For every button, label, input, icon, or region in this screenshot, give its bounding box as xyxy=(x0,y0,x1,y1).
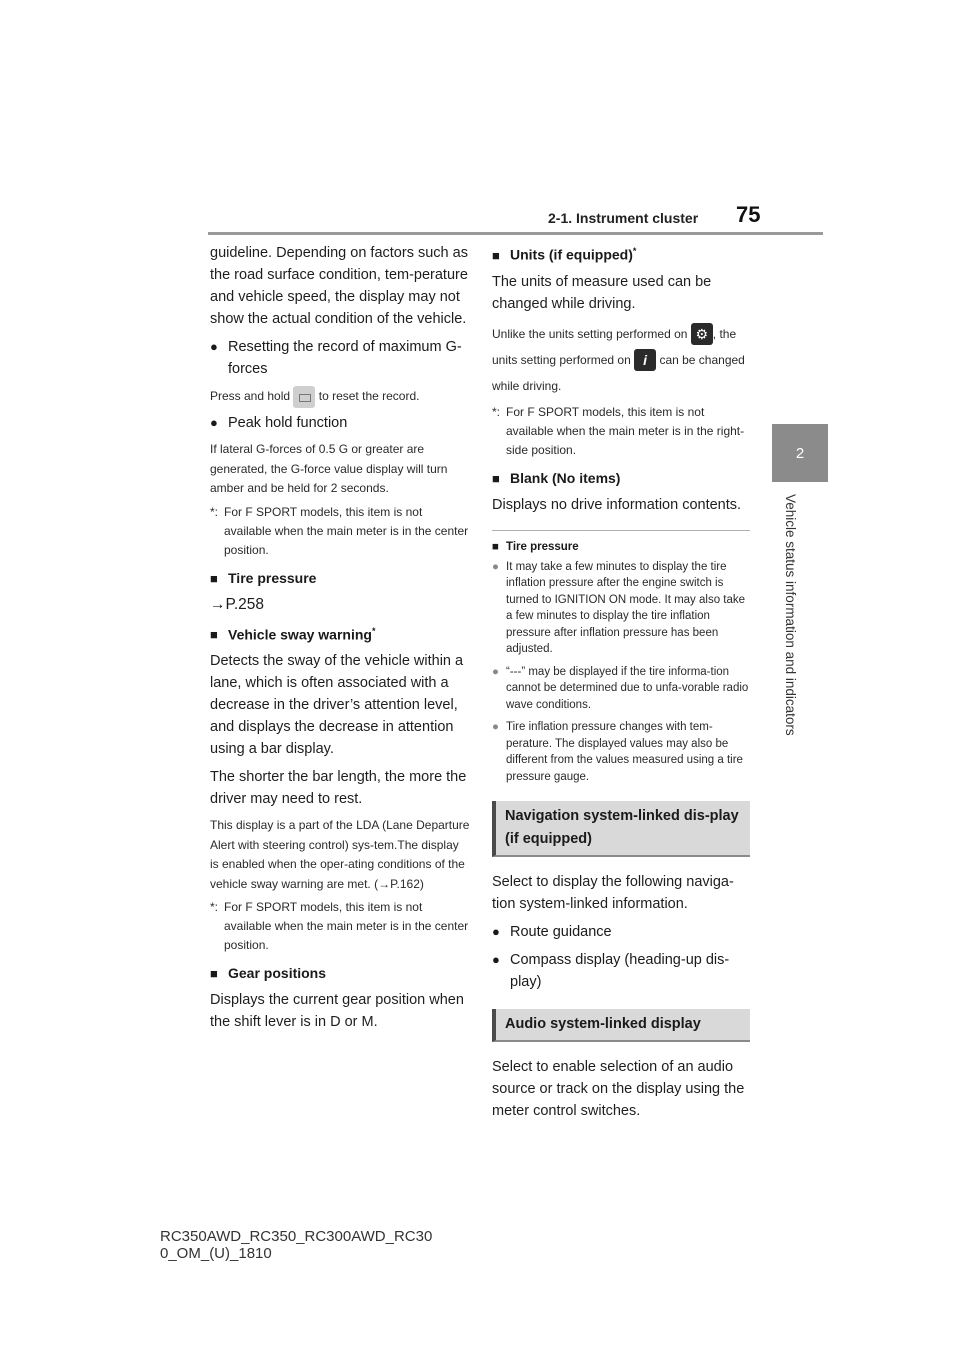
peak-description: If lateral G-forces of 0.5 G or greater are generated, the G-force value display will turn amber and be held for 2 seconds. xyxy=(210,442,448,495)
sway-lda-note: This display is a part of the LDA (Lane Departure Alert with steering control) sys-tem.The display is enabled when the oper-ating conditions of the vehicle sway warning are met. (→P.162) xyxy=(210,818,470,891)
footnote-sway xyxy=(210,898,470,955)
reset-after-text: to reset the record. xyxy=(318,389,420,404)
circle-bullet-icon: ● xyxy=(492,560,499,573)
right-column xyxy=(492,244,750,1128)
sway-heading-label: Vehicle sway warning xyxy=(228,626,372,643)
units-note-part-b: , the units setting performed on xyxy=(492,326,737,367)
reset-instruction xyxy=(210,386,470,408)
intro-paragraph: guideline. Depending on factors such as the road surface condition, tem-perature and vehicle speed, the display may not show the actual condition of the vehicle. xyxy=(210,245,468,327)
header-rule xyxy=(208,232,823,235)
asterisk-marker: * xyxy=(371,625,376,636)
units-description: The units of measure used can be changed while driving. xyxy=(492,273,712,312)
left-column xyxy=(210,242,470,1039)
footnote-text: For F SPORT models, this item is not available when the main meter is in the center position. xyxy=(224,900,469,953)
footnote-text: For F SPORT models, this item is not available when the main meter is in the right-side position. xyxy=(506,404,745,457)
tire-pressure-heading-text: Tire pressure xyxy=(228,569,317,586)
audio-linked-description: Select to enable selection of an audio source or track on the display using the meter control switches. xyxy=(492,1059,745,1120)
sway-bar-description: The shorter the bar length, the more the driver may need to rest. xyxy=(210,769,467,808)
info-icon: i xyxy=(634,349,656,371)
nav-bullet-compass xyxy=(492,949,750,993)
gear-positions-heading-text: Gear positions xyxy=(228,965,327,982)
gear-icon: ⚙ xyxy=(691,323,713,345)
bullet-dot-icon: ● xyxy=(492,924,500,940)
units-heading xyxy=(492,246,750,263)
square-bullet-icon: ■ xyxy=(492,540,499,553)
reset-before-text: Press and hold xyxy=(210,389,291,404)
asterisk-marker: * xyxy=(632,246,637,256)
circle-bullet-icon: ● xyxy=(492,721,499,734)
section-title: 2-1. Instrument cluster xyxy=(548,210,699,226)
navigation-linked-description: Select to display the following naviga-tion system-linked information. xyxy=(492,874,734,913)
sway-warning-heading xyxy=(210,626,470,643)
bullet-dot-icon: ● xyxy=(210,339,218,354)
blank-heading-text: Blank (No items) xyxy=(510,469,621,486)
bullet-reset-text: Resetting the record of maximum G-forces xyxy=(228,339,462,377)
units-note-part-c: can be changed while driving. xyxy=(492,352,745,393)
units-heading-label: Units (if equipped) xyxy=(510,246,633,263)
square-bullet-icon: ■ xyxy=(492,247,500,263)
tire-pressure-note-item xyxy=(492,559,750,658)
circle-bullet-icon: ● xyxy=(492,665,499,678)
section-divider xyxy=(492,530,750,531)
tire-pressure-page-link[interactable]: →P.258 xyxy=(210,595,265,613)
units-settings-note xyxy=(492,321,750,399)
bullet-dot-icon: ● xyxy=(210,415,218,430)
tire-pressure-note-item xyxy=(492,719,750,785)
nav-bullet-text: Compass display (heading-up dis-play) xyxy=(510,952,730,991)
blank-heading xyxy=(492,470,750,486)
bullet-peak xyxy=(210,412,470,434)
blank-description: Displays no drive information contents. xyxy=(492,496,742,513)
tire-pressure-notes-title xyxy=(492,541,750,553)
sway-description: Detects the sway of the vehicle within a lane, which is often associated with a decrease in the driver’s attention level, and displays the decrease in attention using a bar display. xyxy=(210,653,464,758)
nav-bullet-text: Route guidance xyxy=(510,924,612,941)
audio-linked-heading: Audio system-linked display xyxy=(492,1009,750,1042)
tire-pressure-notes-title-text: Tire pressure xyxy=(506,540,579,553)
gear-positions-heading xyxy=(210,965,470,981)
footnote-text: For F SPORT models, this item is not available when the main meter is in the center position. xyxy=(224,504,469,557)
document-code-line2: 0_OM_(U)_1810 xyxy=(160,1245,272,1262)
square-bullet-icon: ■ xyxy=(210,570,218,586)
note-text: “---” may be displayed if the tire informa-tion cannot be determined due to unfa-vorable radio wave conditions. xyxy=(506,665,749,711)
reset-switch-icon xyxy=(293,386,315,408)
footnote-marker: *: xyxy=(492,404,501,419)
tire-pressure-heading xyxy=(210,570,470,586)
navigation-linked-heading: Navigation system-linked dis-play (if equipped) xyxy=(492,801,750,857)
square-bullet-icon: ■ xyxy=(210,627,218,643)
bullet-reset xyxy=(210,336,470,380)
footnote-units xyxy=(492,403,750,460)
bullet-dot-icon: ● xyxy=(492,952,500,968)
note-text: It may take a few minutes to display the tire inflation pressure after the engine switch is turned to IGNITION ON mode. It may also take a few minutes to display the tire inflation pressure after inflation pressure has been adjusted. xyxy=(506,560,746,656)
document-code xyxy=(160,1228,432,1262)
units-heading-text xyxy=(510,246,636,263)
chapter-side-title: Vehicle status information and indicators xyxy=(783,494,798,736)
units-note-part-a: Unlike the units setting performed on xyxy=(492,326,688,341)
chapter-tab: 2 xyxy=(772,424,828,482)
footnote-gforce xyxy=(210,503,470,560)
square-bullet-icon: ■ xyxy=(492,470,500,486)
footnote-marker: *: xyxy=(210,504,219,519)
gear-positions-description: Displays the current gear position when the shift lever is in D or M. xyxy=(210,992,464,1031)
bullet-peak-text: Peak hold function xyxy=(228,415,348,431)
tire-pressure-note-item xyxy=(492,664,750,714)
square-bullet-icon: ■ xyxy=(210,966,218,982)
footnote-marker: *: xyxy=(210,900,219,915)
document-code-line1: RC350AWD_RC350_RC300AWD_RC30 xyxy=(160,1228,433,1245)
sway-warning-heading-text xyxy=(228,626,375,643)
nav-bullet-route xyxy=(492,921,750,943)
page-number: 75 xyxy=(736,202,761,227)
note-text: Tire inflation pressure changes with tem-perature. The displayed values may also be different from the values measured using a tire pressure gauge. xyxy=(506,721,743,783)
